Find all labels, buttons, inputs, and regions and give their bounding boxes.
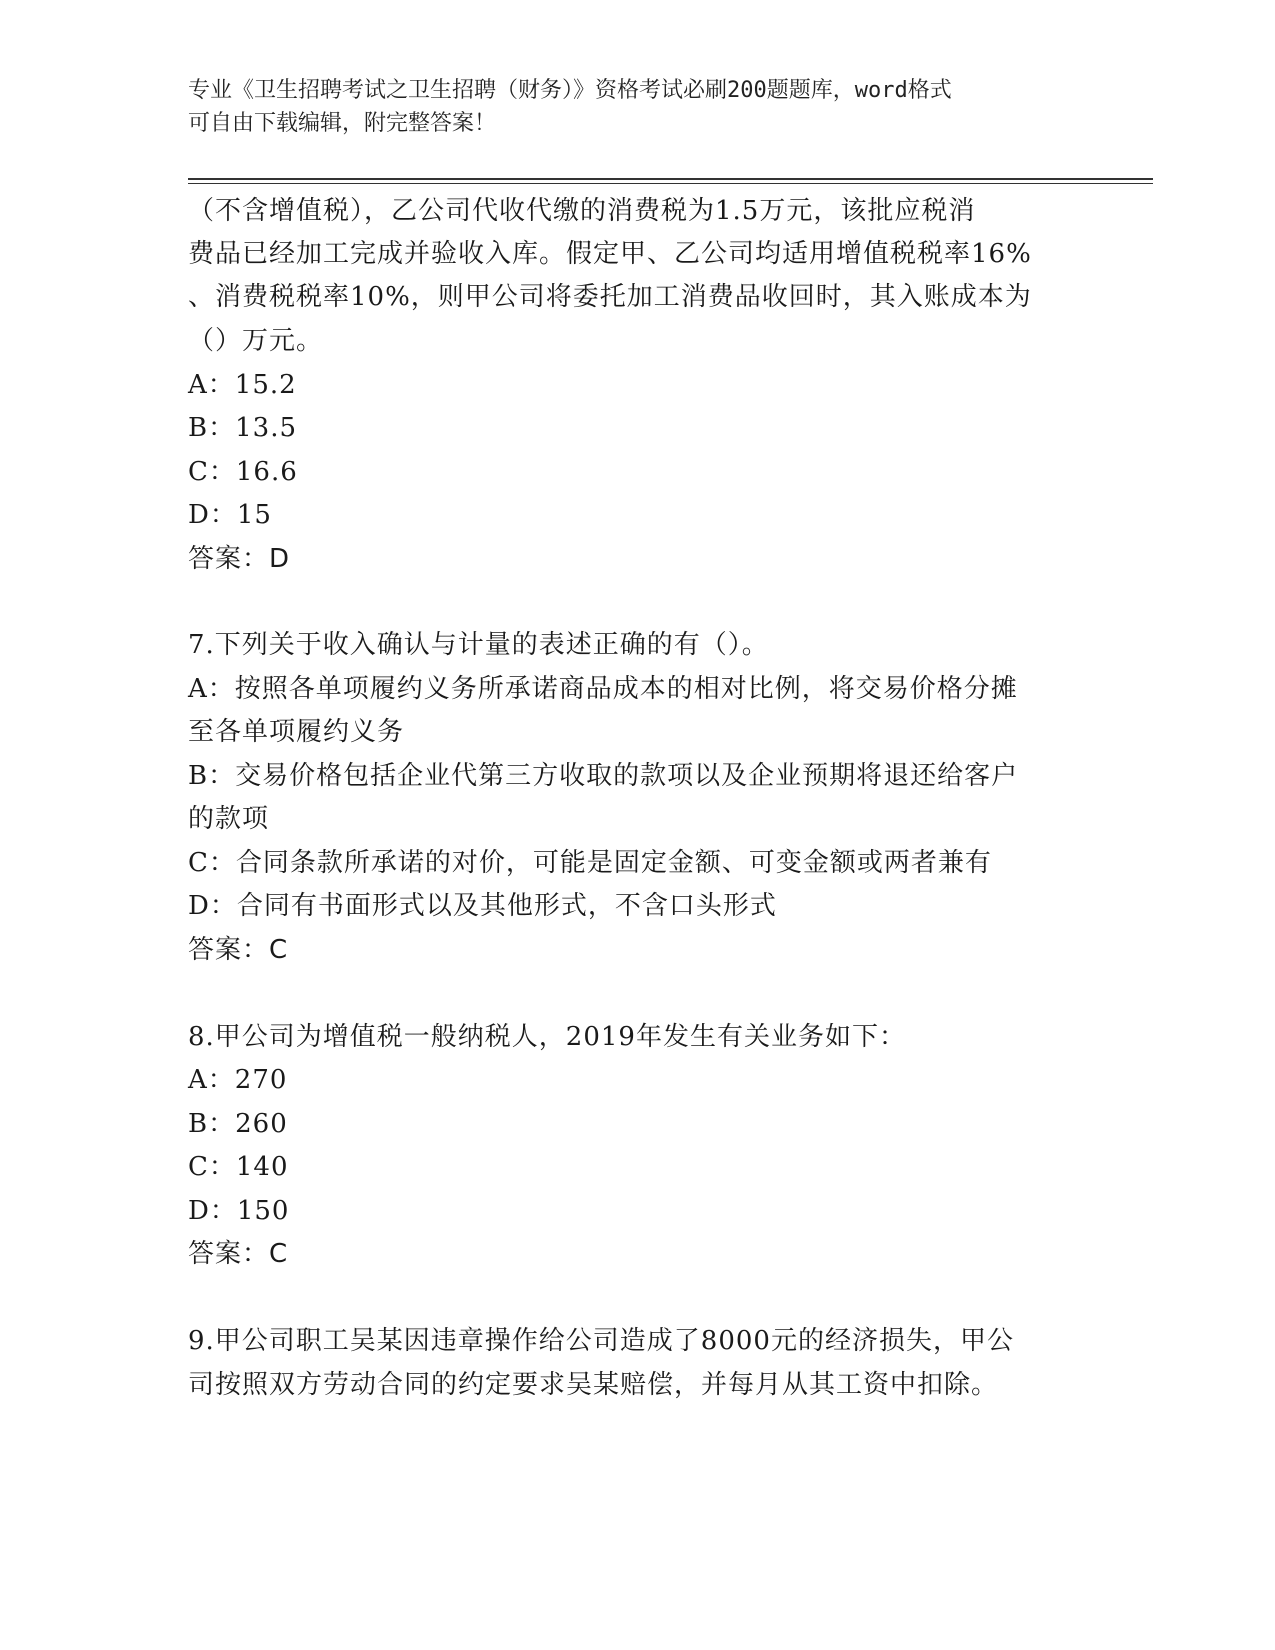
q7-option-line: 的款项 [188, 804, 270, 834]
header-title-line-1: 专业《卫生招聘考试之卫生招聘（财务）》资格考试必刷200题题库，word格式 [188, 78, 952, 103]
q7-option-line: C：合同条款所承诺的对价，可能是固定金额、可变金额或两者兼有 [188, 848, 992, 878]
q8-option-d: D：150 [188, 1196, 290, 1226]
document-header [188, 74, 1088, 140]
q6-option-d: D：15 [188, 500, 272, 530]
q9-stem-line: 司按照双方劳动合同的约定要求吴某赔偿，并每月从其工资中扣除。 [188, 1370, 999, 1400]
q7-stem: 7.下列关于收入确认与计量的表述正确的有（）。 [188, 630, 769, 660]
q8-stem: 8.甲公司为增值税一般纳税人，2019年发生有关业务如下： [188, 1022, 906, 1052]
q6-answer: 答案：D [188, 544, 291, 574]
q7-option-line: 至各单项履约义务 [188, 717, 405, 747]
header-title-line-2: 可自由下载编辑，附完整答案！ [188, 111, 497, 136]
q8-option-c: C：140 [188, 1152, 289, 1182]
q6-stem-line: 费品已经加工完成并验收入库。假定甲、乙公司均适用增值税税率16% [188, 239, 1032, 269]
q6-stem-line: 、消费税税率10%，则甲公司将委托加工消费品收回时，其入账成本为 [188, 282, 1032, 312]
q7-option-line: A：按照各单项履约义务所承诺商品成本的相对比例，将交易价格分摊 [188, 674, 1018, 704]
q8-option-b: B：260 [188, 1109, 288, 1139]
q7-option-line: B：交易价格包括企业代第三方收取的款项以及企业预期将退还给客户 [188, 761, 1019, 791]
q6-option-c: C：16.6 [188, 457, 298, 487]
q6-stem-line: （）万元。 [188, 326, 324, 356]
q8-option-a: A：270 [188, 1065, 288, 1095]
q6-option-b: B：13.5 [188, 413, 297, 443]
q6-stem-line: （不含增值税），乙公司代收代缴的消费税为1.5万元，该批应税消 [188, 196, 976, 226]
q9-stem-line: 9.甲公司职工吴某因违章操作给公司造成了8000元的经济损失，甲公 [188, 1326, 1014, 1356]
q6-option-a: A：15.2 [188, 370, 297, 400]
q7-answer: 答案：C [188, 935, 289, 965]
header-divider [188, 178, 1153, 184]
q7-option-line: D：合同有书面形式以及其他形式，不含口头形式 [188, 891, 777, 921]
q8-answer: 答案：C [188, 1239, 289, 1269]
